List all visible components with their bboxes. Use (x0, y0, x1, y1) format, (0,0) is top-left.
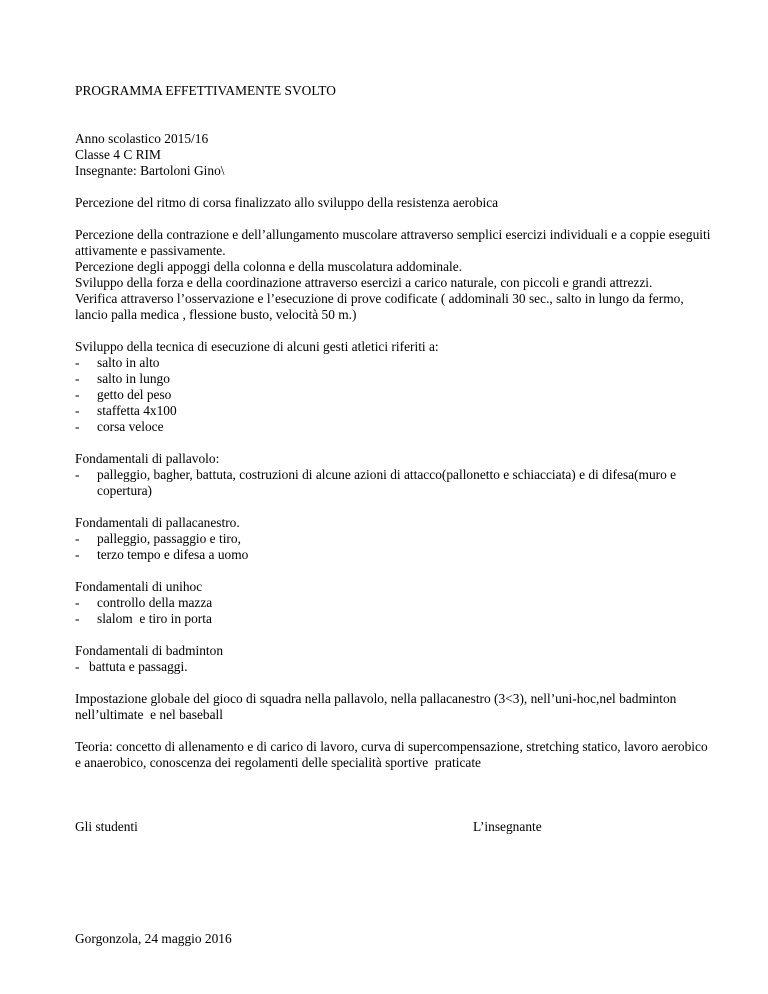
paragraph-team-play: Impostazione globale del gioco di squadra nella pallavolo, nella pallacanestro (3<3), nell’uni-hoc,nel badminton nell’ultimate e nel baseball (75, 691, 680, 722)
paragraph-support: Percezione degli appoggi della colonna e della muscolatura addominale. (75, 259, 463, 274)
list-item-text: slalom e tiro in porta (97, 611, 212, 626)
teacher-name: Insegnante: Bartoloni Gino\ (75, 163, 225, 178)
list-item (75, 611, 715, 627)
badminton-heading: Fondamentali di badminton (75, 643, 224, 658)
unihoc-section (75, 579, 715, 627)
list-dash: - (75, 355, 80, 370)
list-item (75, 371, 715, 387)
list-item-text: salto in alto (97, 355, 160, 370)
list-item-text: getto del peso (97, 387, 172, 402)
athletics-section (75, 339, 715, 435)
list-item (75, 547, 715, 563)
list-dash: - (75, 611, 80, 626)
list-dash: - (75, 387, 80, 402)
athletics-intro: Sviluppo della tecnica di esecuzione di alcuni gesti atletici riferiti a: (75, 339, 439, 354)
list-item (75, 419, 715, 435)
list-item-text: corsa veloce (97, 419, 164, 434)
students-signature-label: Gli studenti (75, 819, 138, 834)
school-year: Anno scolastico 2015/16 (75, 131, 209, 146)
list-dash: - (75, 419, 80, 434)
class-name: Classe 4 C RIM (75, 147, 161, 162)
paragraph-contraction: Percezione della contrazione e dell’allungamento muscolare attraverso semplici esercizi individuali e a coppie eseguiti attivamente e passivamente. (75, 227, 711, 258)
list-dash: - (75, 403, 80, 418)
list-item-text: battuta e passaggi. (89, 659, 188, 674)
list-item (75, 355, 715, 371)
paragraph-strength: Sviluppo della forza e della coordinazione attraverso esercizi a carico naturale, con piccoli e grandi attrezzi. (75, 275, 653, 290)
basketball-section (75, 515, 715, 563)
list-dash: - (75, 659, 80, 674)
list-item-text: staffetta 4x100 (97, 403, 177, 418)
list-item-text: palleggio, passaggio e tiro, (97, 531, 241, 546)
document-page (75, 83, 715, 947)
list-item-text: controllo della mazza (97, 595, 213, 610)
list-item (75, 403, 715, 419)
document-title: PROGRAMMA EFFETTIVAMENTE SVOLTO (75, 83, 336, 98)
volleyball-section (75, 451, 715, 499)
list-item (75, 595, 715, 611)
volleyball-heading: Fondamentali di pallavolo: (75, 451, 220, 466)
place-date: Gorgonzola, 24 maggio 2016 (75, 931, 232, 946)
unihoc-heading: Fondamentali di unihoc (75, 579, 203, 594)
basketball-heading: Fondamentali di pallacanestro. (75, 515, 240, 530)
list-item (75, 531, 715, 547)
signature-row (75, 819, 715, 835)
list-dash: - (75, 531, 80, 546)
list-dash: - (75, 595, 80, 610)
paragraph-verify: Verifica attraverso l’osservazione e l’esecuzione di prove codificate ( addominali 30 sec., salto in lungo da fermo, lancio palla medica , flessione busto, velocità 50 m.) (75, 291, 684, 322)
list-dash: - (75, 371, 80, 386)
document-header (75, 131, 715, 179)
list-dash: - (75, 467, 80, 482)
list-item-text: terzo tempo e difesa a uomo (97, 547, 249, 562)
list-item-text: palleggio, bagher, battuta, costruzioni di alcune azioni di attacco(pallonetto e schiacciata) e di difesa(muro e copertura) (97, 467, 677, 498)
paragraph-rhythm: Percezione del ritmo di corsa finalizzato allo sviluppo della resistenza aerobica (75, 195, 499, 210)
badminton-section (75, 643, 715, 675)
list-item (75, 387, 715, 403)
teacher-signature-label: L’insegnante (473, 819, 542, 834)
list-item-text: salto in lungo (97, 371, 170, 386)
list-dash: - (75, 547, 80, 562)
paragraph-theory: Teoria: concetto di allenamento e di carico di lavoro, curva di supercompensazione, stretching statico, lavoro aerobico e anaerobico, conoscenza dei regolamenti delle specialità sportive praticate (75, 739, 712, 770)
list-item (75, 659, 715, 675)
list-item (75, 467, 715, 499)
